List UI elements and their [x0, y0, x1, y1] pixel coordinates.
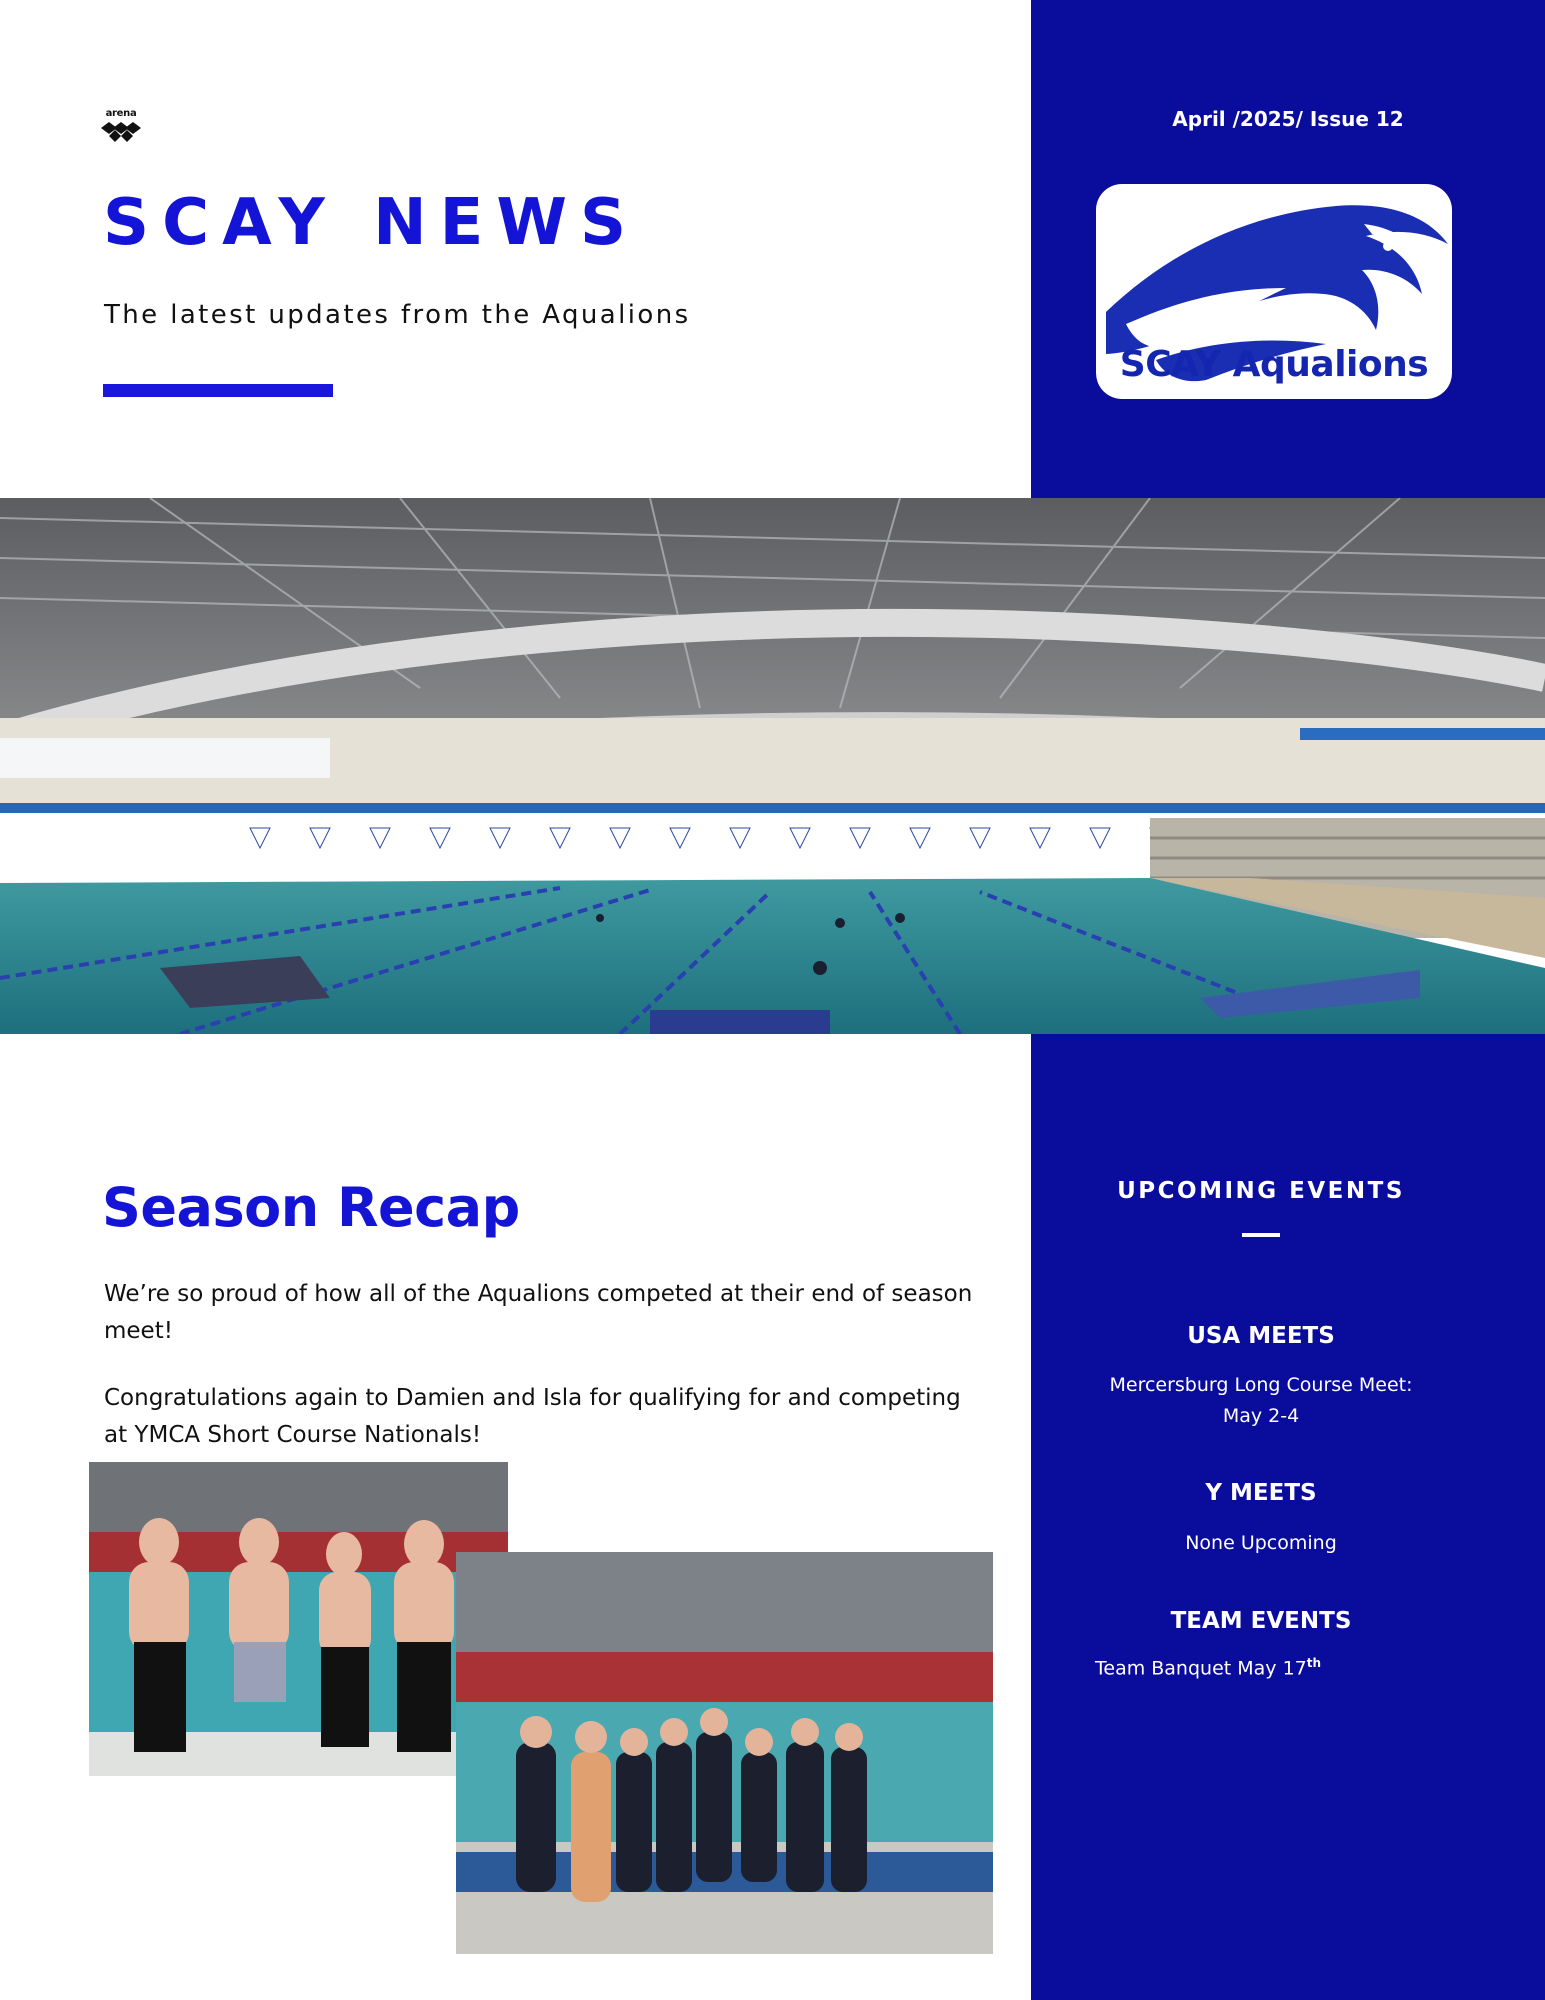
events-divider: [1242, 1233, 1280, 1237]
usa-meet-name: Mercersburg Long Course Meet:: [1109, 1374, 1413, 1396]
team-events-heading: TEAM EVENTS: [1170, 1608, 1352, 1634]
girls-team-photo: [456, 1552, 993, 1954]
swimmers-photo-image: [89, 1462, 508, 1776]
team-events-details: [1095, 1656, 1321, 1679]
arena-logo-text: arena: [105, 108, 137, 119]
usa-meets-heading: USA MEETS: [1187, 1323, 1335, 1349]
indoor-pool-image: [0, 498, 1545, 1034]
y-meets-details: None Upcoming: [1185, 1532, 1337, 1554]
newsletter-subtitle: The latest updates from the Aqualions: [104, 300, 691, 330]
team-logo-text: SCAY Aqualions: [1119, 344, 1429, 385]
recap-paragraph-2: Congratulations again to Damien and Isla for qualifying for and competing at YMCA Short Course Nationals!: [104, 1385, 961, 1448]
upcoming-events-heading: UPCOMING EVENTS: [1117, 1178, 1405, 1204]
usa-meet-dates: May 2-4: [1222, 1405, 1300, 1427]
recap-paragraph-1: We’re so proud of how all of the Aqualions competed at their end of season meet!: [104, 1281, 973, 1344]
pool-photo: [0, 498, 1545, 1034]
title-accent-bar: [103, 384, 333, 397]
season-recap-heading: Season Recap: [102, 1176, 520, 1239]
y-meets-heading: Y MEETS: [1205, 1480, 1317, 1506]
swimmers-group-image: [456, 1552, 993, 1954]
team-banquet-text: Team Banquet May 17: [1095, 1657, 1307, 1680]
date-suffix: th: [1306, 1656, 1322, 1670]
issue-date: April /2025/ Issue 12: [1172, 107, 1404, 131]
boys-team-photo: [89, 1462, 508, 1776]
arena-logo: [97, 108, 145, 142]
usa-meets-details: [1031, 1370, 1491, 1432]
diamond-logo-icon: [97, 108, 145, 142]
newsletter-title: SCAY NEWS: [103, 186, 640, 260]
team-logo: [1096, 184, 1452, 399]
